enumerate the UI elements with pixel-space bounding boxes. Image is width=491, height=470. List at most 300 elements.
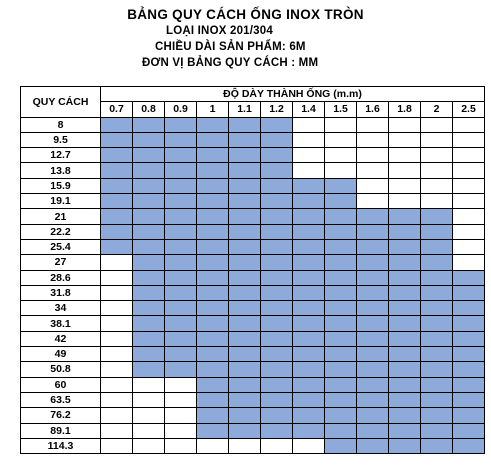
available-cell bbox=[357, 285, 389, 300]
available-cell bbox=[133, 347, 165, 362]
available-cell bbox=[389, 347, 421, 362]
table-row bbox=[21, 117, 485, 132]
available-cell bbox=[389, 316, 421, 331]
available-cell bbox=[357, 362, 389, 377]
available-cell bbox=[133, 285, 165, 300]
available-cell bbox=[133, 117, 165, 132]
unavailable-cell bbox=[421, 148, 453, 163]
unavailable-cell bbox=[133, 423, 165, 438]
unavailable-cell bbox=[421, 163, 453, 178]
unit-line: ĐƠN VỊ BẢNG QUY CÁCH : MM bbox=[142, 57, 319, 69]
thickness-cell: 2.5 bbox=[453, 102, 485, 117]
unavailable-cell bbox=[389, 178, 421, 193]
available-cell bbox=[165, 347, 197, 362]
size-cell: 9.5 bbox=[21, 132, 101, 147]
unavailable-cell bbox=[165, 423, 197, 438]
thickness-cell: 0.7 bbox=[101, 102, 133, 117]
available-cell bbox=[229, 224, 261, 239]
available-cell bbox=[389, 331, 421, 346]
available-cell bbox=[357, 408, 389, 423]
available-cell bbox=[325, 270, 357, 285]
available-cell bbox=[357, 377, 389, 392]
available-cell bbox=[197, 132, 229, 147]
available-cell bbox=[197, 316, 229, 331]
table-row bbox=[21, 331, 485, 346]
table-row bbox=[21, 408, 485, 423]
available-cell bbox=[133, 316, 165, 331]
unavailable-cell bbox=[453, 117, 485, 132]
available-cell bbox=[197, 255, 229, 270]
available-cell bbox=[293, 331, 325, 346]
thickness-cell: 1 bbox=[197, 102, 229, 117]
available-cell bbox=[357, 438, 389, 453]
unavailable-cell bbox=[357, 148, 389, 163]
table-row bbox=[21, 316, 485, 331]
table-row bbox=[21, 239, 485, 254]
available-cell bbox=[165, 209, 197, 224]
spec-table bbox=[20, 86, 485, 454]
available-cell bbox=[165, 132, 197, 147]
available-cell bbox=[357, 423, 389, 438]
unavailable-cell bbox=[325, 117, 357, 132]
table-row bbox=[21, 255, 485, 270]
available-cell bbox=[453, 362, 485, 377]
available-cell bbox=[293, 423, 325, 438]
unavailable-cell bbox=[453, 178, 485, 193]
available-cell bbox=[325, 331, 357, 346]
available-cell bbox=[389, 362, 421, 377]
available-cell bbox=[165, 331, 197, 346]
available-cell bbox=[421, 239, 453, 254]
available-cell bbox=[325, 438, 357, 453]
unavailable-cell bbox=[165, 438, 197, 453]
thickness-cell: 1.5 bbox=[325, 102, 357, 117]
available-cell bbox=[453, 285, 485, 300]
table-row bbox=[21, 392, 485, 407]
unavailable-cell bbox=[165, 408, 197, 423]
unavailable-cell bbox=[165, 392, 197, 407]
available-cell bbox=[293, 285, 325, 300]
available-cell bbox=[453, 347, 485, 362]
available-cell bbox=[229, 423, 261, 438]
unavailable-cell bbox=[357, 163, 389, 178]
available-cell bbox=[325, 316, 357, 331]
available-cell bbox=[197, 209, 229, 224]
size-cell: 12.7 bbox=[21, 148, 101, 163]
available-cell bbox=[165, 224, 197, 239]
table-row bbox=[21, 209, 485, 224]
available-cell bbox=[133, 301, 165, 316]
unavailable-cell bbox=[101, 423, 133, 438]
available-cell bbox=[293, 392, 325, 407]
available-cell bbox=[325, 178, 357, 193]
unavailable-cell bbox=[453, 224, 485, 239]
available-cell bbox=[101, 117, 133, 132]
available-cell bbox=[261, 301, 293, 316]
available-cell bbox=[357, 316, 389, 331]
unavailable-cell bbox=[421, 178, 453, 193]
available-cell bbox=[261, 331, 293, 346]
available-cell bbox=[453, 301, 485, 316]
available-cell bbox=[197, 148, 229, 163]
size-cell: 27 bbox=[21, 255, 101, 270]
thickness-cell: 1.8 bbox=[389, 102, 421, 117]
available-cell bbox=[325, 209, 357, 224]
available-cell bbox=[101, 163, 133, 178]
available-cell bbox=[165, 270, 197, 285]
unavailable-cell bbox=[133, 438, 165, 453]
available-cell bbox=[165, 148, 197, 163]
available-cell bbox=[165, 117, 197, 132]
unavailable-cell bbox=[325, 163, 357, 178]
available-cell bbox=[133, 255, 165, 270]
available-cell bbox=[133, 209, 165, 224]
unavailable-cell bbox=[101, 392, 133, 407]
unavailable-cell bbox=[101, 285, 133, 300]
available-cell bbox=[261, 347, 293, 362]
available-cell bbox=[325, 408, 357, 423]
available-cell bbox=[229, 255, 261, 270]
unavailable-cell bbox=[357, 178, 389, 193]
available-cell bbox=[325, 347, 357, 362]
available-cell bbox=[261, 285, 293, 300]
available-cell bbox=[293, 209, 325, 224]
unavailable-cell bbox=[165, 377, 197, 392]
unavailable-cell bbox=[133, 408, 165, 423]
table-row bbox=[21, 301, 485, 316]
available-cell bbox=[421, 438, 453, 453]
unavailable-cell bbox=[101, 331, 133, 346]
available-cell bbox=[389, 270, 421, 285]
row-header-cell: QUY CÁCH bbox=[21, 87, 101, 118]
available-cell bbox=[165, 239, 197, 254]
unavailable-cell bbox=[293, 117, 325, 132]
available-cell bbox=[261, 423, 293, 438]
available-cell bbox=[261, 408, 293, 423]
available-cell bbox=[453, 392, 485, 407]
unavailable-cell bbox=[453, 239, 485, 254]
available-cell bbox=[133, 163, 165, 178]
available-cell bbox=[229, 270, 261, 285]
size-cell: 8 bbox=[21, 117, 101, 132]
size-cell: 50.8 bbox=[21, 362, 101, 377]
available-cell bbox=[453, 331, 485, 346]
table-row bbox=[21, 423, 485, 438]
available-cell bbox=[357, 255, 389, 270]
available-cell bbox=[293, 408, 325, 423]
available-cell bbox=[453, 377, 485, 392]
available-cell bbox=[197, 163, 229, 178]
available-cell bbox=[165, 316, 197, 331]
available-cell bbox=[165, 255, 197, 270]
table-row bbox=[21, 438, 485, 453]
available-cell bbox=[261, 255, 293, 270]
available-cell bbox=[261, 270, 293, 285]
available-cell bbox=[293, 239, 325, 254]
unavailable-cell bbox=[421, 194, 453, 209]
available-cell bbox=[133, 224, 165, 239]
available-cell bbox=[389, 392, 421, 407]
available-cell bbox=[453, 270, 485, 285]
available-cell bbox=[197, 377, 229, 392]
available-cell bbox=[261, 392, 293, 407]
available-cell bbox=[325, 301, 357, 316]
table-row bbox=[21, 362, 485, 377]
available-cell bbox=[197, 331, 229, 346]
available-cell bbox=[229, 117, 261, 132]
thickness-cell: 0.8 bbox=[133, 102, 165, 117]
available-cell bbox=[261, 132, 293, 147]
available-cell bbox=[165, 362, 197, 377]
available-cell bbox=[229, 362, 261, 377]
table-row bbox=[21, 377, 485, 392]
thickness-cell: 1.6 bbox=[357, 102, 389, 117]
table-row bbox=[21, 163, 485, 178]
available-cell bbox=[293, 270, 325, 285]
available-cell bbox=[421, 377, 453, 392]
available-cell bbox=[101, 178, 133, 193]
size-cell: 60 bbox=[21, 377, 101, 392]
unavailable-cell bbox=[133, 392, 165, 407]
available-cell bbox=[453, 438, 485, 453]
available-cell bbox=[325, 255, 357, 270]
unavailable-cell bbox=[325, 132, 357, 147]
size-cell: 21 bbox=[21, 209, 101, 224]
size-cell: 89.1 bbox=[21, 423, 101, 438]
unavailable-cell bbox=[261, 438, 293, 453]
thickness-cell: 0.9 bbox=[165, 102, 197, 117]
available-cell bbox=[357, 347, 389, 362]
unavailable-cell bbox=[421, 117, 453, 132]
size-cell: 63.5 bbox=[21, 392, 101, 407]
available-cell bbox=[421, 224, 453, 239]
available-cell bbox=[421, 285, 453, 300]
available-cell bbox=[293, 301, 325, 316]
available-cell bbox=[453, 316, 485, 331]
size-cell: 13.8 bbox=[21, 163, 101, 178]
available-cell bbox=[421, 209, 453, 224]
available-cell bbox=[229, 132, 261, 147]
available-cell bbox=[133, 148, 165, 163]
available-cell bbox=[229, 239, 261, 254]
size-cell: 15.9 bbox=[21, 178, 101, 193]
available-cell bbox=[261, 362, 293, 377]
available-cell bbox=[421, 347, 453, 362]
unavailable-cell bbox=[389, 148, 421, 163]
available-cell bbox=[101, 209, 133, 224]
thickness-cell: 1.1 bbox=[229, 102, 261, 117]
available-cell bbox=[325, 392, 357, 407]
available-cell bbox=[421, 408, 453, 423]
available-cell bbox=[229, 285, 261, 300]
available-cell bbox=[133, 362, 165, 377]
available-cell bbox=[133, 132, 165, 147]
size-cell: 38.1 bbox=[21, 316, 101, 331]
material-line: LOẠI INOX 201/304 bbox=[166, 25, 273, 37]
unavailable-cell bbox=[453, 163, 485, 178]
unavailable-cell bbox=[453, 209, 485, 224]
available-cell bbox=[197, 194, 229, 209]
size-cell: 42 bbox=[21, 331, 101, 346]
available-cell bbox=[229, 148, 261, 163]
available-cell bbox=[133, 270, 165, 285]
available-cell bbox=[229, 331, 261, 346]
available-cell bbox=[389, 209, 421, 224]
available-cell bbox=[293, 178, 325, 193]
unavailable-cell bbox=[101, 347, 133, 362]
available-cell bbox=[453, 408, 485, 423]
available-cell bbox=[229, 392, 261, 407]
unavailable-cell bbox=[357, 132, 389, 147]
unavailable-cell bbox=[389, 194, 421, 209]
size-cell: 19.1 bbox=[21, 194, 101, 209]
unavailable-cell bbox=[101, 377, 133, 392]
unavailable-cell bbox=[357, 117, 389, 132]
available-cell bbox=[293, 347, 325, 362]
unavailable-cell bbox=[101, 438, 133, 453]
table-row bbox=[21, 132, 485, 147]
available-cell bbox=[421, 423, 453, 438]
available-cell bbox=[197, 362, 229, 377]
table-row bbox=[21, 270, 485, 285]
available-cell bbox=[389, 423, 421, 438]
size-cell: 28.6 bbox=[21, 270, 101, 285]
available-cell bbox=[133, 178, 165, 193]
available-cell bbox=[229, 163, 261, 178]
unavailable-cell bbox=[453, 148, 485, 163]
available-cell bbox=[389, 285, 421, 300]
page-title: BẢNG QUY CÁCH ỐNG INOX TRÒN bbox=[127, 7, 364, 22]
unavailable-cell bbox=[453, 132, 485, 147]
available-cell bbox=[197, 270, 229, 285]
thickness-cell: 1.2 bbox=[261, 102, 293, 117]
available-cell bbox=[421, 301, 453, 316]
available-cell bbox=[229, 408, 261, 423]
available-cell bbox=[261, 117, 293, 132]
unavailable-cell bbox=[389, 163, 421, 178]
available-cell bbox=[261, 194, 293, 209]
available-cell bbox=[421, 392, 453, 407]
available-cell bbox=[229, 316, 261, 331]
available-cell bbox=[357, 301, 389, 316]
available-cell bbox=[325, 239, 357, 254]
unavailable-cell bbox=[197, 438, 229, 453]
available-cell bbox=[229, 347, 261, 362]
size-cell: 114.3 bbox=[21, 438, 101, 453]
length-line: CHIỀU DÀI SẢN PHẨM: 6M bbox=[155, 41, 306, 53]
unavailable-cell bbox=[389, 117, 421, 132]
available-cell bbox=[229, 377, 261, 392]
unavailable-cell bbox=[357, 194, 389, 209]
available-cell bbox=[325, 423, 357, 438]
available-cell bbox=[357, 392, 389, 407]
unavailable-cell bbox=[101, 362, 133, 377]
available-cell bbox=[325, 224, 357, 239]
available-cell bbox=[389, 438, 421, 453]
available-cell bbox=[357, 224, 389, 239]
available-cell bbox=[165, 178, 197, 193]
available-cell bbox=[389, 301, 421, 316]
unavailable-cell bbox=[293, 438, 325, 453]
available-cell bbox=[133, 239, 165, 254]
available-cell bbox=[197, 301, 229, 316]
available-cell bbox=[357, 239, 389, 254]
unavailable-cell bbox=[453, 194, 485, 209]
table-row bbox=[21, 194, 485, 209]
available-cell bbox=[197, 178, 229, 193]
unavailable-cell bbox=[133, 377, 165, 392]
unavailable-cell bbox=[101, 316, 133, 331]
available-cell bbox=[421, 316, 453, 331]
table-row bbox=[21, 347, 485, 362]
table-row bbox=[21, 224, 485, 239]
unavailable-cell bbox=[325, 148, 357, 163]
unavailable-cell bbox=[101, 408, 133, 423]
available-cell bbox=[101, 132, 133, 147]
available-cell bbox=[389, 255, 421, 270]
available-cell bbox=[101, 148, 133, 163]
table-row bbox=[21, 285, 485, 300]
available-cell bbox=[261, 163, 293, 178]
size-cell: 25.4 bbox=[21, 239, 101, 254]
available-cell bbox=[133, 331, 165, 346]
available-cell bbox=[293, 362, 325, 377]
unavailable-cell bbox=[229, 438, 261, 453]
available-cell bbox=[261, 239, 293, 254]
available-cell bbox=[325, 285, 357, 300]
unavailable-cell bbox=[389, 132, 421, 147]
available-cell bbox=[197, 392, 229, 407]
available-cell bbox=[389, 224, 421, 239]
available-cell bbox=[293, 255, 325, 270]
available-cell bbox=[261, 377, 293, 392]
available-cell bbox=[197, 408, 229, 423]
size-cell: 34 bbox=[21, 301, 101, 316]
available-cell bbox=[325, 194, 357, 209]
available-cell bbox=[261, 224, 293, 239]
available-cell bbox=[293, 316, 325, 331]
unavailable-cell bbox=[101, 270, 133, 285]
table-row bbox=[21, 178, 485, 193]
available-cell bbox=[389, 239, 421, 254]
unavailable-cell bbox=[101, 255, 133, 270]
available-cell bbox=[165, 194, 197, 209]
table-row bbox=[21, 148, 485, 163]
available-cell bbox=[325, 377, 357, 392]
unavailable-cell bbox=[293, 163, 325, 178]
available-cell bbox=[357, 209, 389, 224]
thickness-cell: 1.4 bbox=[293, 102, 325, 117]
available-cell bbox=[229, 178, 261, 193]
header-row-top bbox=[21, 87, 485, 102]
available-cell bbox=[357, 331, 389, 346]
size-cell: 76.2 bbox=[21, 408, 101, 423]
thickness-cell: 2 bbox=[421, 102, 453, 117]
available-cell bbox=[197, 285, 229, 300]
available-cell bbox=[229, 301, 261, 316]
unavailable-cell bbox=[293, 132, 325, 147]
size-cell: 49 bbox=[21, 347, 101, 362]
available-cell bbox=[165, 301, 197, 316]
available-cell bbox=[453, 423, 485, 438]
available-cell bbox=[325, 362, 357, 377]
available-cell bbox=[165, 163, 197, 178]
size-cell: 22.2 bbox=[21, 224, 101, 239]
size-cell: 31.8 bbox=[21, 285, 101, 300]
available-cell bbox=[197, 239, 229, 254]
available-cell bbox=[101, 239, 133, 254]
available-cell bbox=[165, 285, 197, 300]
